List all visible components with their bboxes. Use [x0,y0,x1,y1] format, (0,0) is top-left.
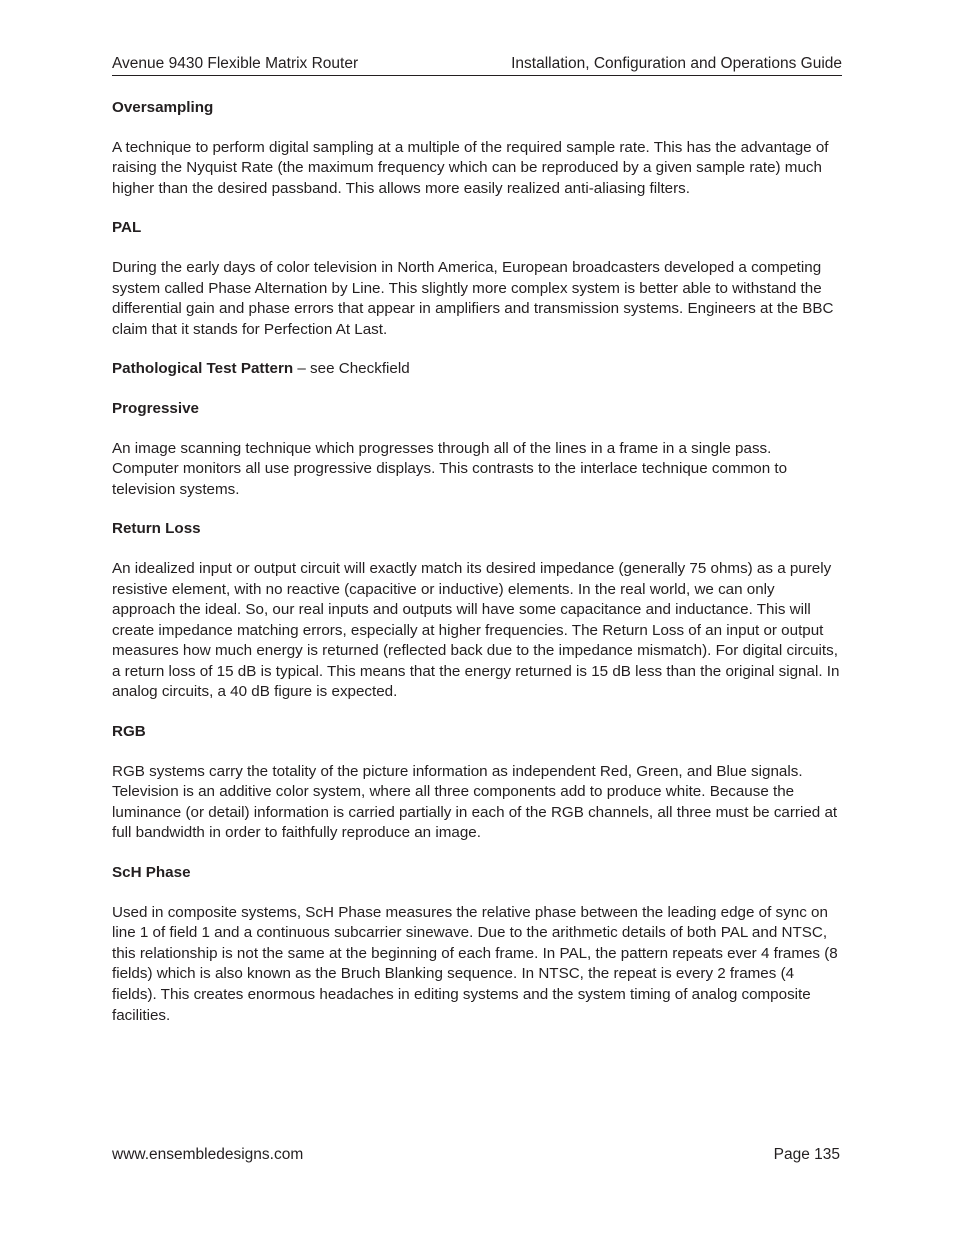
term-sch-phase: ScH Phase [112,864,191,882]
page-footer [112,1145,840,1165]
footer-page-number: Page 135 [773,1146,840,1163]
term-pal: PAL [112,219,142,237]
definition-pal: During the early days of color television in North America, European broadcasters developed a competing system called Phase Alternation by Line. This slightly more complex system is better able to withstand the differential gain and phase errors that appear in amplifiers and transmission systems. Engineers at the BBC claim that it stands for Perfection At Last. [112,258,834,338]
definition-rgb: RGB systems carry the totality of the picture information as independent Red, Green, and Blue signals. Television is an additive color system, where all three components add to produce white. Because the luminance (or detail) information is carried partially in each of the RGB channels, all three must be carried at full bandwidth in order to faithfully reproduce an image. [112,762,838,842]
definition-oversampling: A technique to perform digital sampling at a multiple of the required sample rate. This has the advantage of raising the Nyquist Rate (the maximum frequency which can be reproduced by a given sample rate) much higher than the desired passband. This allows more easily realized anti-aliasing filters. [112,138,829,197]
header-guide-title: Installation, Configuration and Operations Guide [511,55,842,72]
page-header [112,54,842,76]
term-pathological-label: Pathological Test Pattern [112,360,294,378]
term-rgb: RGB [112,723,146,741]
definition-return-loss: An idealized input or output circuit will exactly match its desired impedance (generally 75 ohms) as a purely resistive element, with no reactive (capacitive or inductive) elements. In the real world, we can only approach the ideal. So, our real inputs and outputs will have some capacitance and inductance. This will create impedance matching errors, especially at higher frequencies. The Return Loss of an input or output measures how much energy is returned (reflected back due to the impedance mismatch). For digital circuits, a return loss of 15 dB is typical. This means that the energy returned is 15 dB less than the original signal. In analog circuits, a 40 dB figure is expected. [112,559,840,701]
term-return-loss: Return Loss [112,520,201,538]
term-pathological-test-pattern [112,359,842,380]
term-progressive: Progressive [112,399,199,417]
glossary-content [112,98,842,1026]
see-also-note: – see Checkfield [293,360,410,378]
definition-progressive: An image scanning technique which progresses through all of the lines in a frame in a single pass. Computer monitors all use progressive displays. This contrasts to the interlace technique common to television systems. [112,439,788,498]
footer-website: www.ensembledesigns.com [112,1146,304,1163]
term-oversampling: Oversampling [112,99,214,116]
definition-sch-phase: Used in composite systems, ScH Phase measures the relative phase between the leading edge of sync on line 1 of field 1 and a continuous subcarrier sinewave. Due to the arithmetic details of both PAL and NTSC, this relationship is not the same at the beginning of each frame. In PAL, the pattern repeats ever 4 frames (8 fields) which is also known as the Bruch Blanking sequence. In NTSC, the repeat is every 2 frames (4 fields). This creates enormous headaches in editing systems and the system timing of analog composite facilities. [112,903,838,1024]
header-product-title: Avenue 9430 Flexible Matrix Router [112,55,359,72]
